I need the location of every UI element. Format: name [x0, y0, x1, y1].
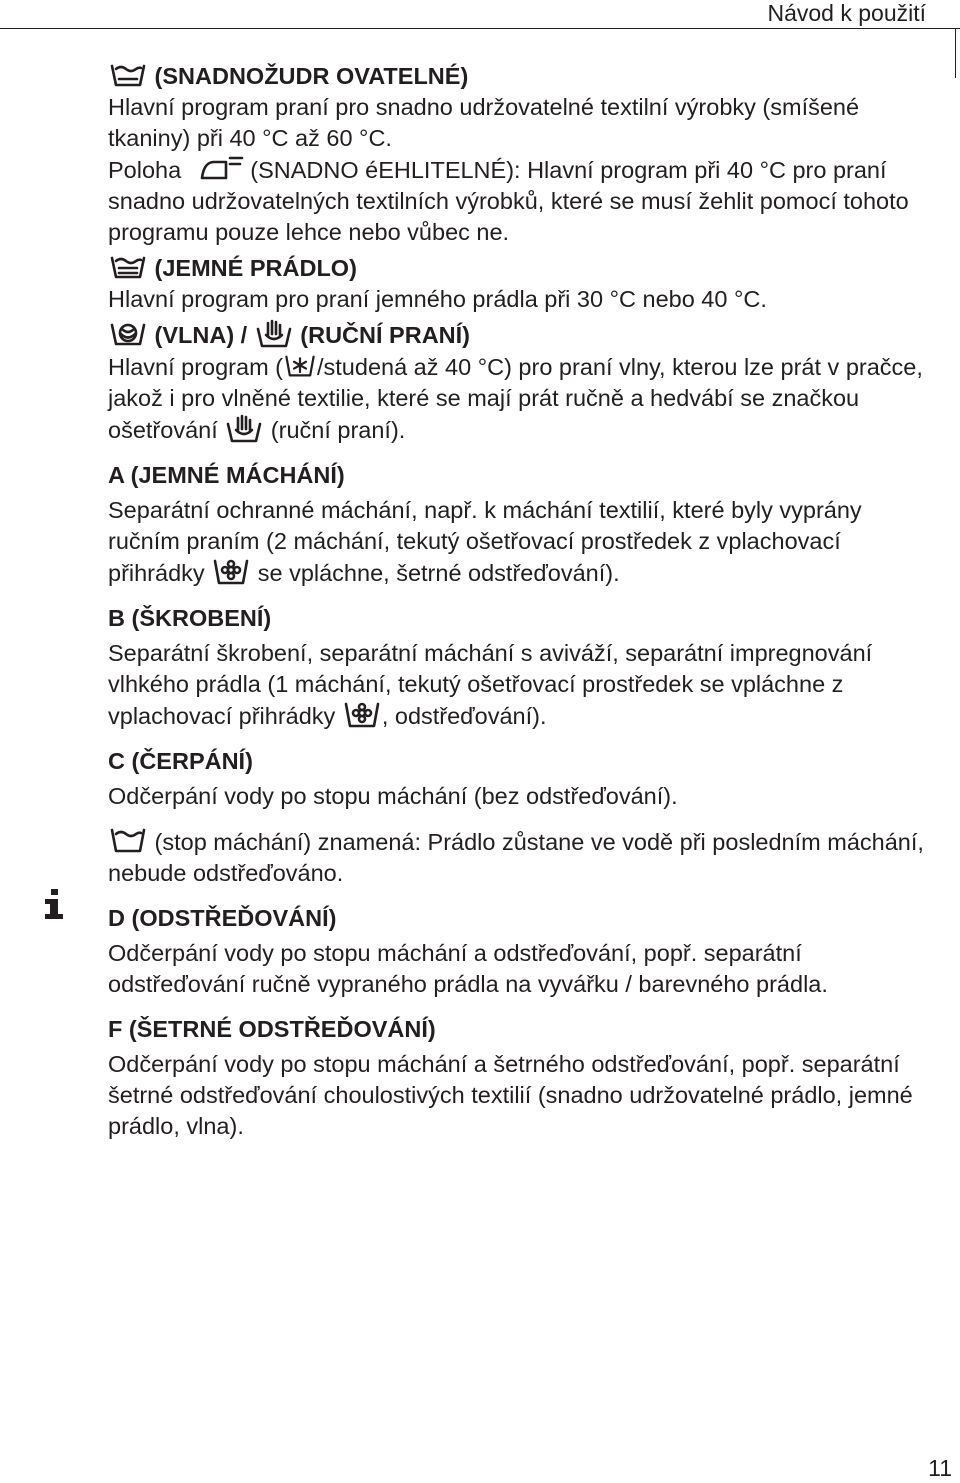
section-title: D (ODSTŘEĎOVÁNÍ) — [108, 905, 337, 931]
running-header: Návod k použití — [767, 0, 926, 26]
document-body — [108, 60, 938, 1142]
header-rule-vertical — [955, 28, 956, 78]
wool-text-b: /studená až 40 °C) pro praní vlny, kterou lze prát v pračce, jakož i pro vlněné textilie, které se mají prát ručně a hedvábí se značkou ošetřování — [108, 354, 923, 443]
section-title-handwash: (RUČNÍ PRANÍ) — [300, 322, 470, 348]
section-title-wool: (VLNA) / — [154, 322, 248, 348]
section-text: Odčerpání vody po stopu máchání a odstřeďování, popř. separátní odstřeďování ručně vypraného prádla na vyvářku / barevného prádla. — [108, 940, 828, 997]
tub-delicates-icon — [108, 252, 148, 282]
section-delicates — [108, 252, 938, 315]
wool-icon — [108, 319, 148, 349]
info-icon-glyph — [40, 887, 70, 921]
section-wool — [108, 319, 938, 446]
section-text: Hlavní program praní pro snadno udržovatelné textilní výrobky (smíšené tkaniny) při 40 °C až 60 °C. — [108, 94, 860, 151]
dispenser-icon — [211, 557, 251, 587]
wool-text-a: Hlavní program ( — [108, 354, 283, 380]
section-f — [108, 1014, 938, 1142]
tub-easycare-icon — [108, 60, 148, 90]
poloha-text: (SNADNO éEHLITELNÉ): Hlavní program při 40 °C pro praní snadno udržovatelných textilních výrobků, které se musí žehlit pomocí tohoto programu pouze lehce nebo vůbec ne. — [108, 157, 909, 245]
section-title: (JEMNÉ PRÁDLO) — [154, 255, 357, 281]
section-title: F (ŠETRNÉ ODSTŘEĎOVÁNÍ) — [108, 1016, 436, 1042]
info-icon — [40, 887, 70, 921]
section-a — [108, 460, 938, 589]
cold-icon — [283, 351, 317, 381]
section-b-text-a: Separátní škrobení, separátní máchání s aviváží, separátní impregnování vlhkého prádla (1 máchání, tekutý ošetřovací prostředek se vpláchne z vplachovací přihrádky — [108, 640, 873, 729]
section-text: Odčerpání vody po stopu máchání (bez odstřeďování). — [108, 783, 678, 809]
note-text: (stop máchání) znamená: Prádlo zůstane ve vodě při posledním máchání, nebude odstřeďováno. — [108, 829, 924, 886]
dispenser-icon — [342, 700, 382, 730]
header-rule — [0, 28, 960, 29]
page-number: 11 — [928, 1455, 952, 1481]
hand-wash-icon — [224, 414, 264, 444]
section-title: B (ŠKROBENÍ) — [108, 605, 272, 631]
section-title: C (ČERPÁNÍ) — [108, 748, 253, 774]
section-text: Odčerpání vody po stopu máchání a šetrného odstřeďování, popř. separátní šetrné odstřeďování choulostivých textilií (snadno udržovatelné prádlo, jemné prádlo, vlna). — [108, 1051, 913, 1139]
section-d — [108, 903, 938, 1000]
section-a-text-a: Separátní ochranné máchání, např. k máchání textilií, které byly vyprány ručním praním (2 máchání, tekutý ošetřovací prostředek z vplachovací přihrádky — [108, 497, 862, 586]
poloha-prefix: Poloha — [108, 157, 182, 183]
wool-text-c: (ruční praní). — [270, 417, 406, 443]
iron-easy-icon — [188, 154, 244, 184]
section-c — [108, 746, 938, 812]
section-title: A (JEMNÉ MÁCHÁNÍ) — [108, 462, 345, 488]
section-title: (SNADNOŽUDR OVATELNÉ) — [154, 63, 469, 89]
note-rinse-hold — [108, 826, 938, 889]
section-text: Hlavní program pro praní jemného prádla při 30 °C nebo 40 °C. — [108, 286, 767, 312]
section-easy-care — [108, 60, 938, 248]
tub-rinse-hold-icon — [108, 826, 148, 856]
section-a-text-b: se vpláchne, šetrné odstřeďování). — [257, 560, 620, 586]
hand-wash-icon — [254, 319, 294, 349]
section-b — [108, 603, 938, 732]
section-b-text-b: , odstřeďování). — [381, 703, 547, 729]
